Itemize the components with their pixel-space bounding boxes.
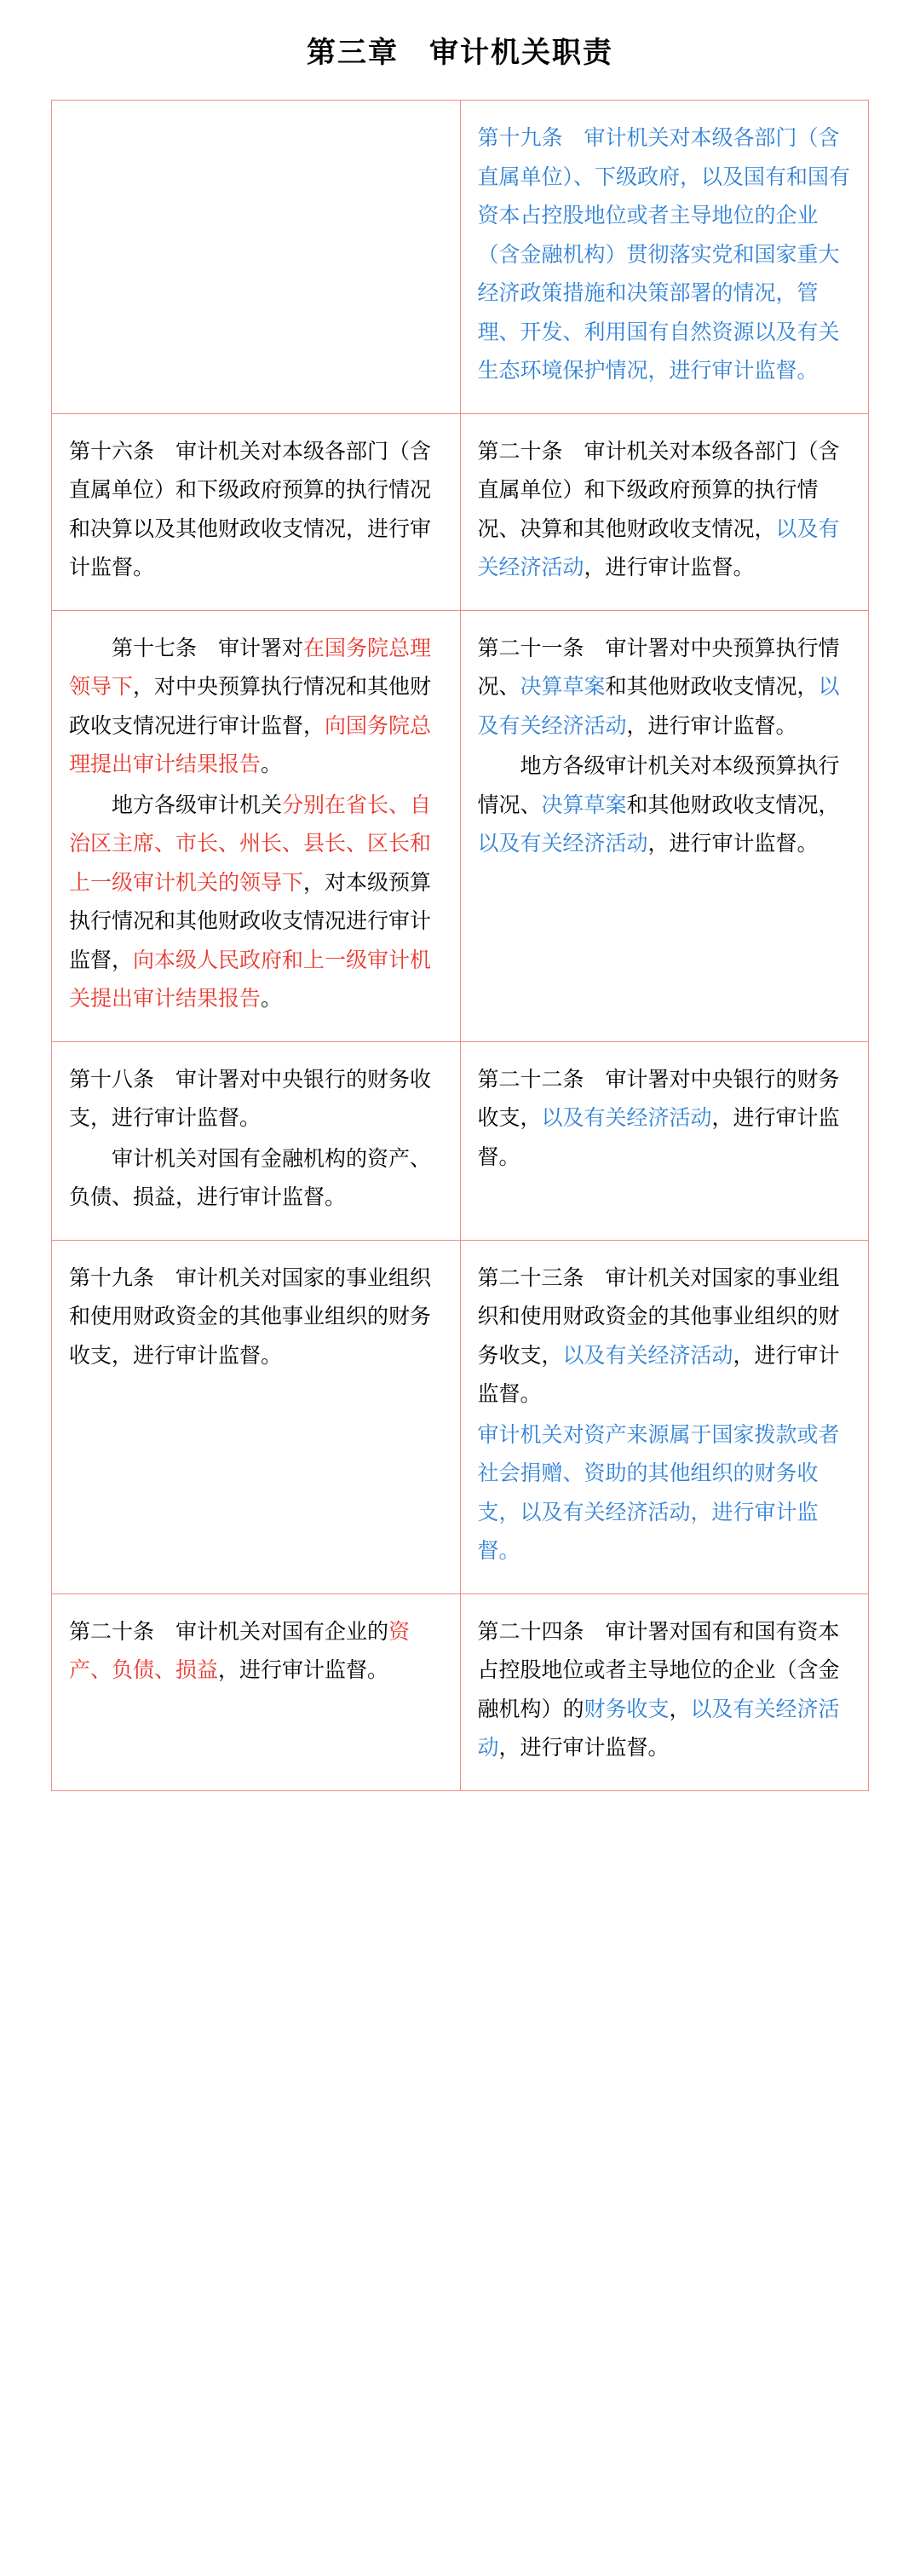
- highlighted-text-run: 以及有关经济活动: [541, 1106, 712, 1130]
- text-run: 。: [261, 987, 283, 1011]
- paragraph: [478, 1259, 852, 1415]
- table-row: [52, 101, 869, 414]
- text-run: 第二十四条 审计署对国有和国有资本占控股地位或者主导地位的企业（含金融机构）的: [477, 1619, 840, 1721]
- old-version-cell: [52, 413, 461, 610]
- old-version-cell: [52, 1593, 461, 1790]
- table-body: [52, 101, 869, 1791]
- text-run: ，对本级预算执行情况和其他财政收支情况进行审计监督，: [69, 870, 432, 972]
- paragraph: [478, 119, 852, 391]
- text-run: ，进行审计监督。: [477, 1106, 840, 1169]
- paragraph: [69, 1061, 443, 1138]
- old-version-cell: [52, 1240, 461, 1593]
- highlighted-text-run: 财务收支: [584, 1697, 670, 1721]
- highlighted-text-run: 以及有关经济活动: [477, 832, 648, 856]
- paragraph: [69, 630, 443, 785]
- text-run: 审计机关对国有金融机构的资产、负债、损益，进行审计监督。: [69, 1146, 432, 1209]
- paragraph: [69, 1613, 443, 1691]
- old-version-cell: [52, 610, 461, 1041]
- paragraph: [69, 1140, 443, 1218]
- highlighted-text-run: 资产、负债、损益: [69, 1619, 411, 1682]
- highlighted-text-run: 向国务院总理提出审计结果报告: [69, 713, 432, 776]
- text-run: 第二十条 审计机关对本级各部门（含直属单位）和下级政府预算的执行情况、决算和其他财政收支情况，: [477, 439, 840, 541]
- highlighted-text-run: 决算草案: [541, 792, 627, 817]
- text-run: ，进行审计监督。: [647, 832, 819, 856]
- text-run: 第二十二条 审计署对中央银行的财务收支，: [477, 1067, 840, 1130]
- highlighted-text-run: 第十九条 审计机关对本级各部门（含直属单位）、下级政府，以及国有和国有资本占控股地位或者主导地位的企业（含金融机构）贯彻落实党和国家重大经济政策措施和决策部署的情况，管理、开发、利用国有自然资源以及有关生态环境保护情况，进行审计监督。: [477, 126, 851, 383]
- highlighted-text-run: 以及有关经济活动: [477, 675, 840, 738]
- highlighted-text-run: 决算草案: [520, 675, 606, 699]
- text-run: 第十七条 审计署对: [112, 636, 304, 660]
- new-version-cell: [460, 101, 869, 414]
- paragraph: [478, 1061, 852, 1178]
- new-version-cell: [460, 1041, 869, 1240]
- text-run: 第二十三条 审计机关对国家的事业组织和使用财政资金的其他事业组织的财务收支，: [477, 1265, 840, 1368]
- text-run: 。: [261, 752, 283, 776]
- text-run: ，进行审计监督。: [584, 556, 755, 579]
- paragraph: [69, 1259, 443, 1376]
- text-run: ，对中央预算执行情况和其他财政收支情况进行审计监督，: [69, 675, 432, 738]
- text-run: 第十六条 审计机关对本级各部门（含直属单位）和下级政府预算的执行情况和决算以及其他财政收支情况，进行审计监督。: [69, 439, 432, 579]
- comparison-table: [51, 100, 869, 1791]
- highlighted-text-run: 向本级人民政府和上一级审计机关提出审计结果报告: [69, 948, 432, 1011]
- text-run: ，进行审计监督。: [626, 713, 797, 738]
- highlighted-text-run: 分别在省长、自治区主席、市长、州长、县长、区长和上一级审计机关的领导下: [69, 792, 432, 895]
- text-run: ，: [669, 1697, 691, 1721]
- highlighted-text-run: 以及有关经济活动: [562, 1343, 733, 1368]
- new-version-cell: [460, 610, 869, 1041]
- text-run: 和其他财政收支情况，: [605, 675, 819, 699]
- page-title: 第三章 审计机关职责: [307, 37, 613, 69]
- paragraph: [478, 1613, 852, 1768]
- text-run: ，进行审计监督。: [477, 1343, 840, 1406]
- table-row: [52, 610, 869, 1041]
- highlighted-text-run: 以及有关经济活动: [477, 1697, 840, 1760]
- table-row: [52, 1240, 869, 1593]
- text-run: ，进行审计监督。: [218, 1658, 389, 1682]
- text-run: 和其他财政收支情况，: [626, 792, 840, 817]
- highlighted-text-run: 在国务院总理领导下: [69, 636, 432, 699]
- highlighted-text-run: 以及有关经济活动: [477, 516, 840, 579]
- text-run: 地方各级审计机关对本级预算执行情况、: [477, 754, 840, 817]
- paragraph: [478, 433, 852, 588]
- paragraph: [69, 433, 443, 588]
- new-version-cell: [460, 1593, 869, 1790]
- paragraph: [478, 747, 852, 864]
- text-run: 第二十一条 审计署对中央预算执行情况、: [477, 636, 840, 699]
- text-run: 第十八条 审计署对中央银行的财务收支，进行审计监督。: [69, 1067, 432, 1130]
- highlighted-text-run: 审计机关对资产来源属于国家拨款或者社会捐赠、资助的其他组织的财务收支，以及有关经济活动，进行审计监督。: [477, 1422, 840, 1563]
- old-version-cell: [52, 101, 461, 414]
- paragraph: [69, 787, 443, 1019]
- paragraph: [478, 1416, 852, 1571]
- text-run: ，进行审计监督。: [498, 1736, 670, 1760]
- paragraph: [478, 630, 852, 746]
- table-row: [52, 413, 869, 610]
- table-row: [52, 1041, 869, 1240]
- new-version-cell: [460, 1240, 869, 1593]
- old-version-cell: [52, 1041, 461, 1240]
- text-run: 地方各级审计机关: [112, 792, 283, 817]
- text-run: 第二十条 审计机关对国有企业的: [69, 1619, 389, 1644]
- new-version-cell: [460, 413, 869, 610]
- table-row: [52, 1593, 869, 1790]
- text-run: 第十九条 审计机关对国家的事业组织和使用财政资金的其他事业组织的财务收支，进行审计监督。: [69, 1265, 432, 1368]
